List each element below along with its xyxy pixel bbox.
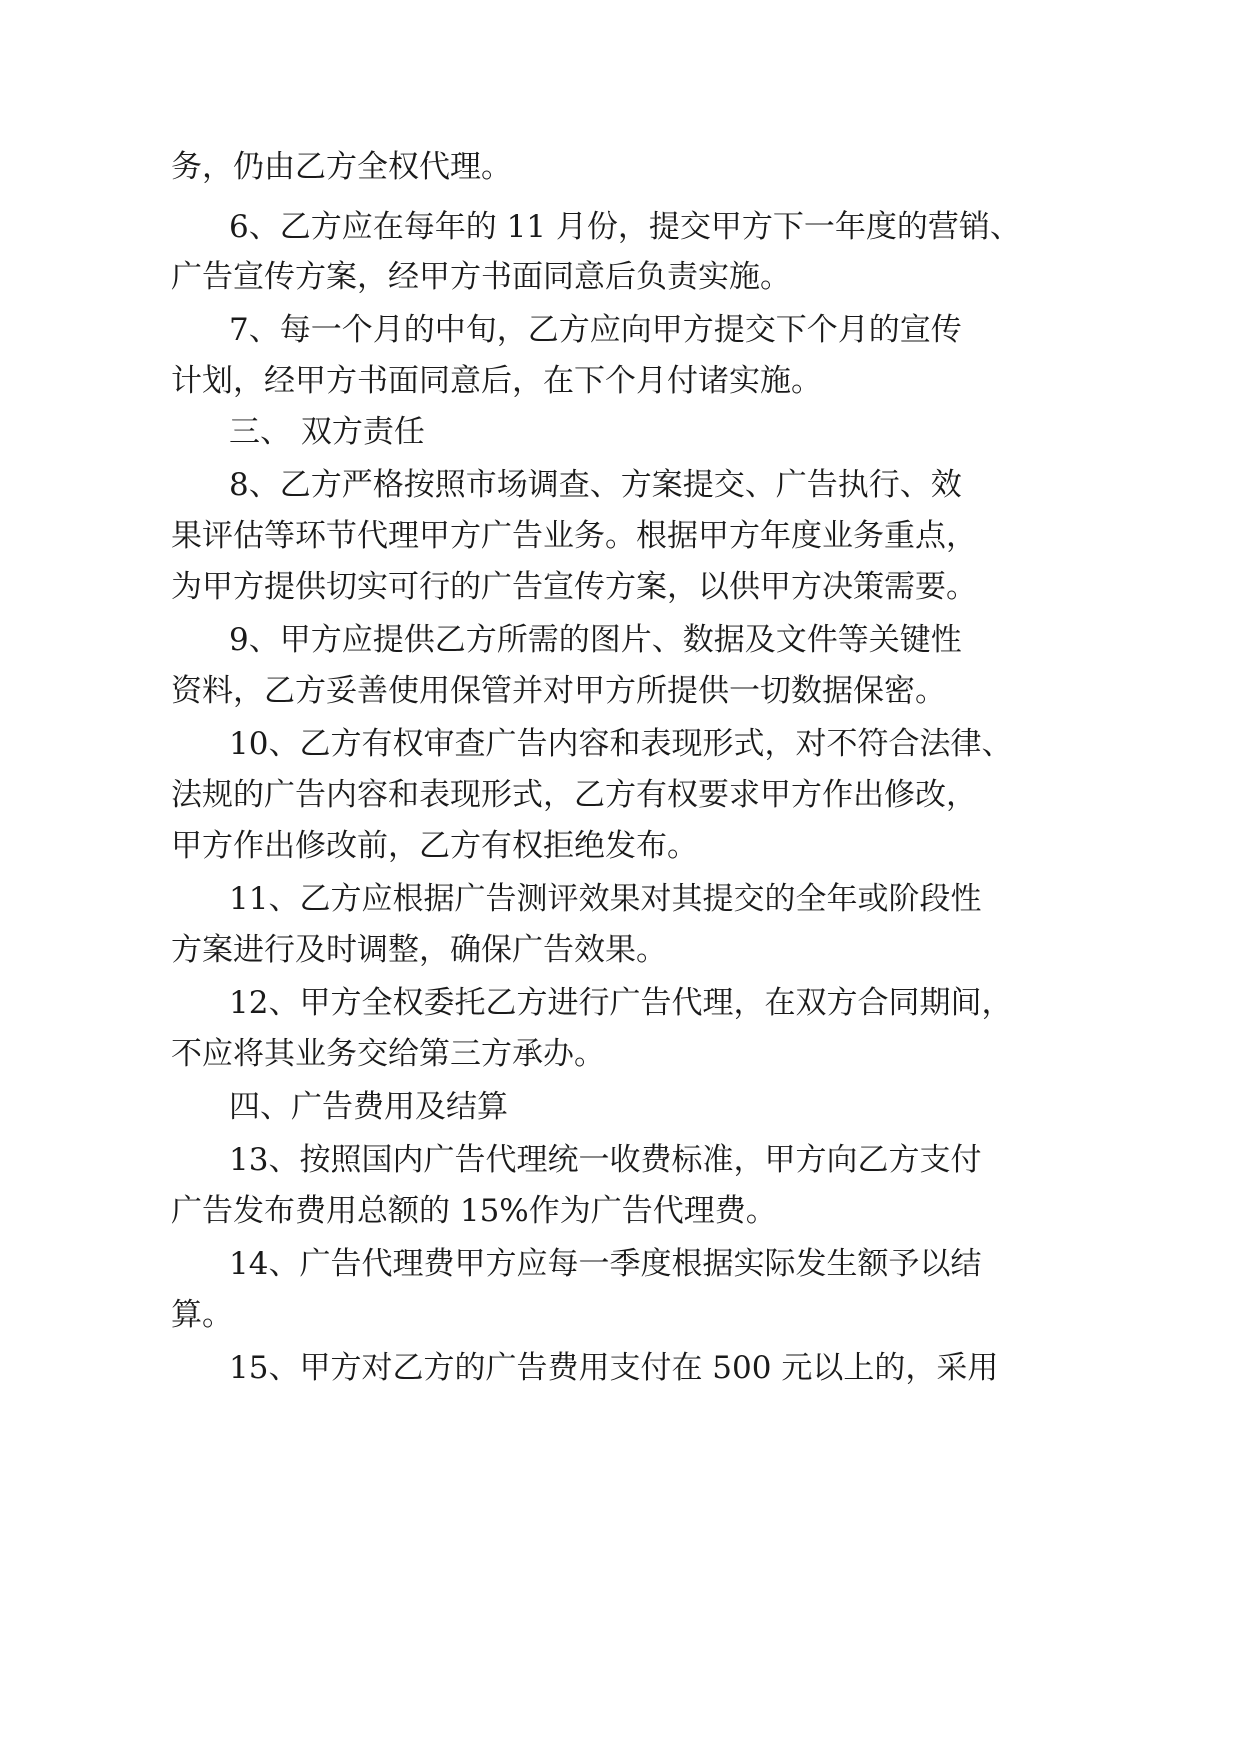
text-line: 方案进行及时调整，确保广告效果。 [171,932,667,968]
text-line: 计划，经甲方书面同意后，在下个月付诸实施。 [171,363,822,399]
paragraph-line [0,1191,1241,1231]
paragraph-line [0,620,1241,660]
paragraph-line [0,983,1241,1023]
paragraph-line [0,1348,1241,1388]
text-line: 14、广告代理费甲方应每一季度根据实际发生额予以结 [229,1246,982,1282]
paragraph-line [0,775,1241,815]
paragraph-line [0,147,1241,187]
paragraph-line [0,516,1241,556]
paragraph-line [0,310,1241,350]
text-line: 广告发布费用总额的 15%作为广告代理费。 [171,1193,777,1229]
text-line: 算。 [171,1297,233,1333]
paragraph-line [0,1140,1241,1180]
text-line: 11、乙方应根据广告测评效果对其提交的全年或阶段性 [229,881,982,917]
heading-text: 四、广告费用及结算 [229,1089,508,1125]
paragraph-line [0,930,1241,970]
section-heading [0,412,1241,452]
paragraph-line [0,207,1241,247]
paragraph-line [0,567,1241,607]
text-line: 12、甲方全权委托乙方进行广告代理，在双方合同期间， [229,985,1013,1021]
text-line: 7、每一个月的中旬，乙方应向甲方提交下个月的宣传 [229,312,962,348]
paragraph-line [0,361,1241,401]
text-line: 15、甲方对乙方的广告费用支付在 500 元以上的，采用 [229,1350,999,1386]
paragraph-line [0,1295,1241,1335]
text-line: 资料，乙方妥善使用保管并对甲方所提供一切数据保密。 [171,673,946,709]
paragraph-line [0,1244,1241,1284]
text-line: 甲方作出修改前，乙方有权拒绝发布。 [171,828,698,864]
paragraph-line [0,465,1241,505]
text-line: 法规的广告内容和表现形式，乙方有权要求甲方作出修改， [171,777,977,813]
paragraph-line [0,724,1241,764]
paragraph-line [0,1034,1241,1074]
paragraph-line [0,826,1241,866]
text-line: 为甲方提供切实可行的广告宣传方案，以供甲方决策需要。 [171,569,977,605]
text-line: 不应将其业务交给第三方承办。 [171,1036,605,1072]
paragraph-line [0,257,1241,297]
paragraph-line [0,879,1241,919]
section-heading [0,1087,1241,1127]
text-line: 10、乙方有权审查广告内容和表现形式，对不符合法律、 [229,726,1013,762]
text-line: 8、乙方严格按照市场调查、方案提交、广告执行、效 [229,467,962,503]
heading-text: 三、 双方责任 [229,414,425,450]
paragraph-line [0,671,1241,711]
text-line: 6、乙方应在每年的 11 月份，提交甲方下一年度的营销、 [229,209,1021,245]
text-line: 9、甲方应提供乙方所需的图片、数据及文件等关键性 [229,622,962,658]
text-line: 果评估等环节代理甲方广告业务。根据甲方年度业务重点， [171,518,977,554]
text-line: 13、按照国内广告代理统一收费标准，甲方向乙方支付 [229,1142,982,1178]
text-line: 广告宣传方案，经甲方书面同意后负责实施。 [171,259,791,295]
text-line: 务，仍由乙方全权代理。 [171,149,512,185]
